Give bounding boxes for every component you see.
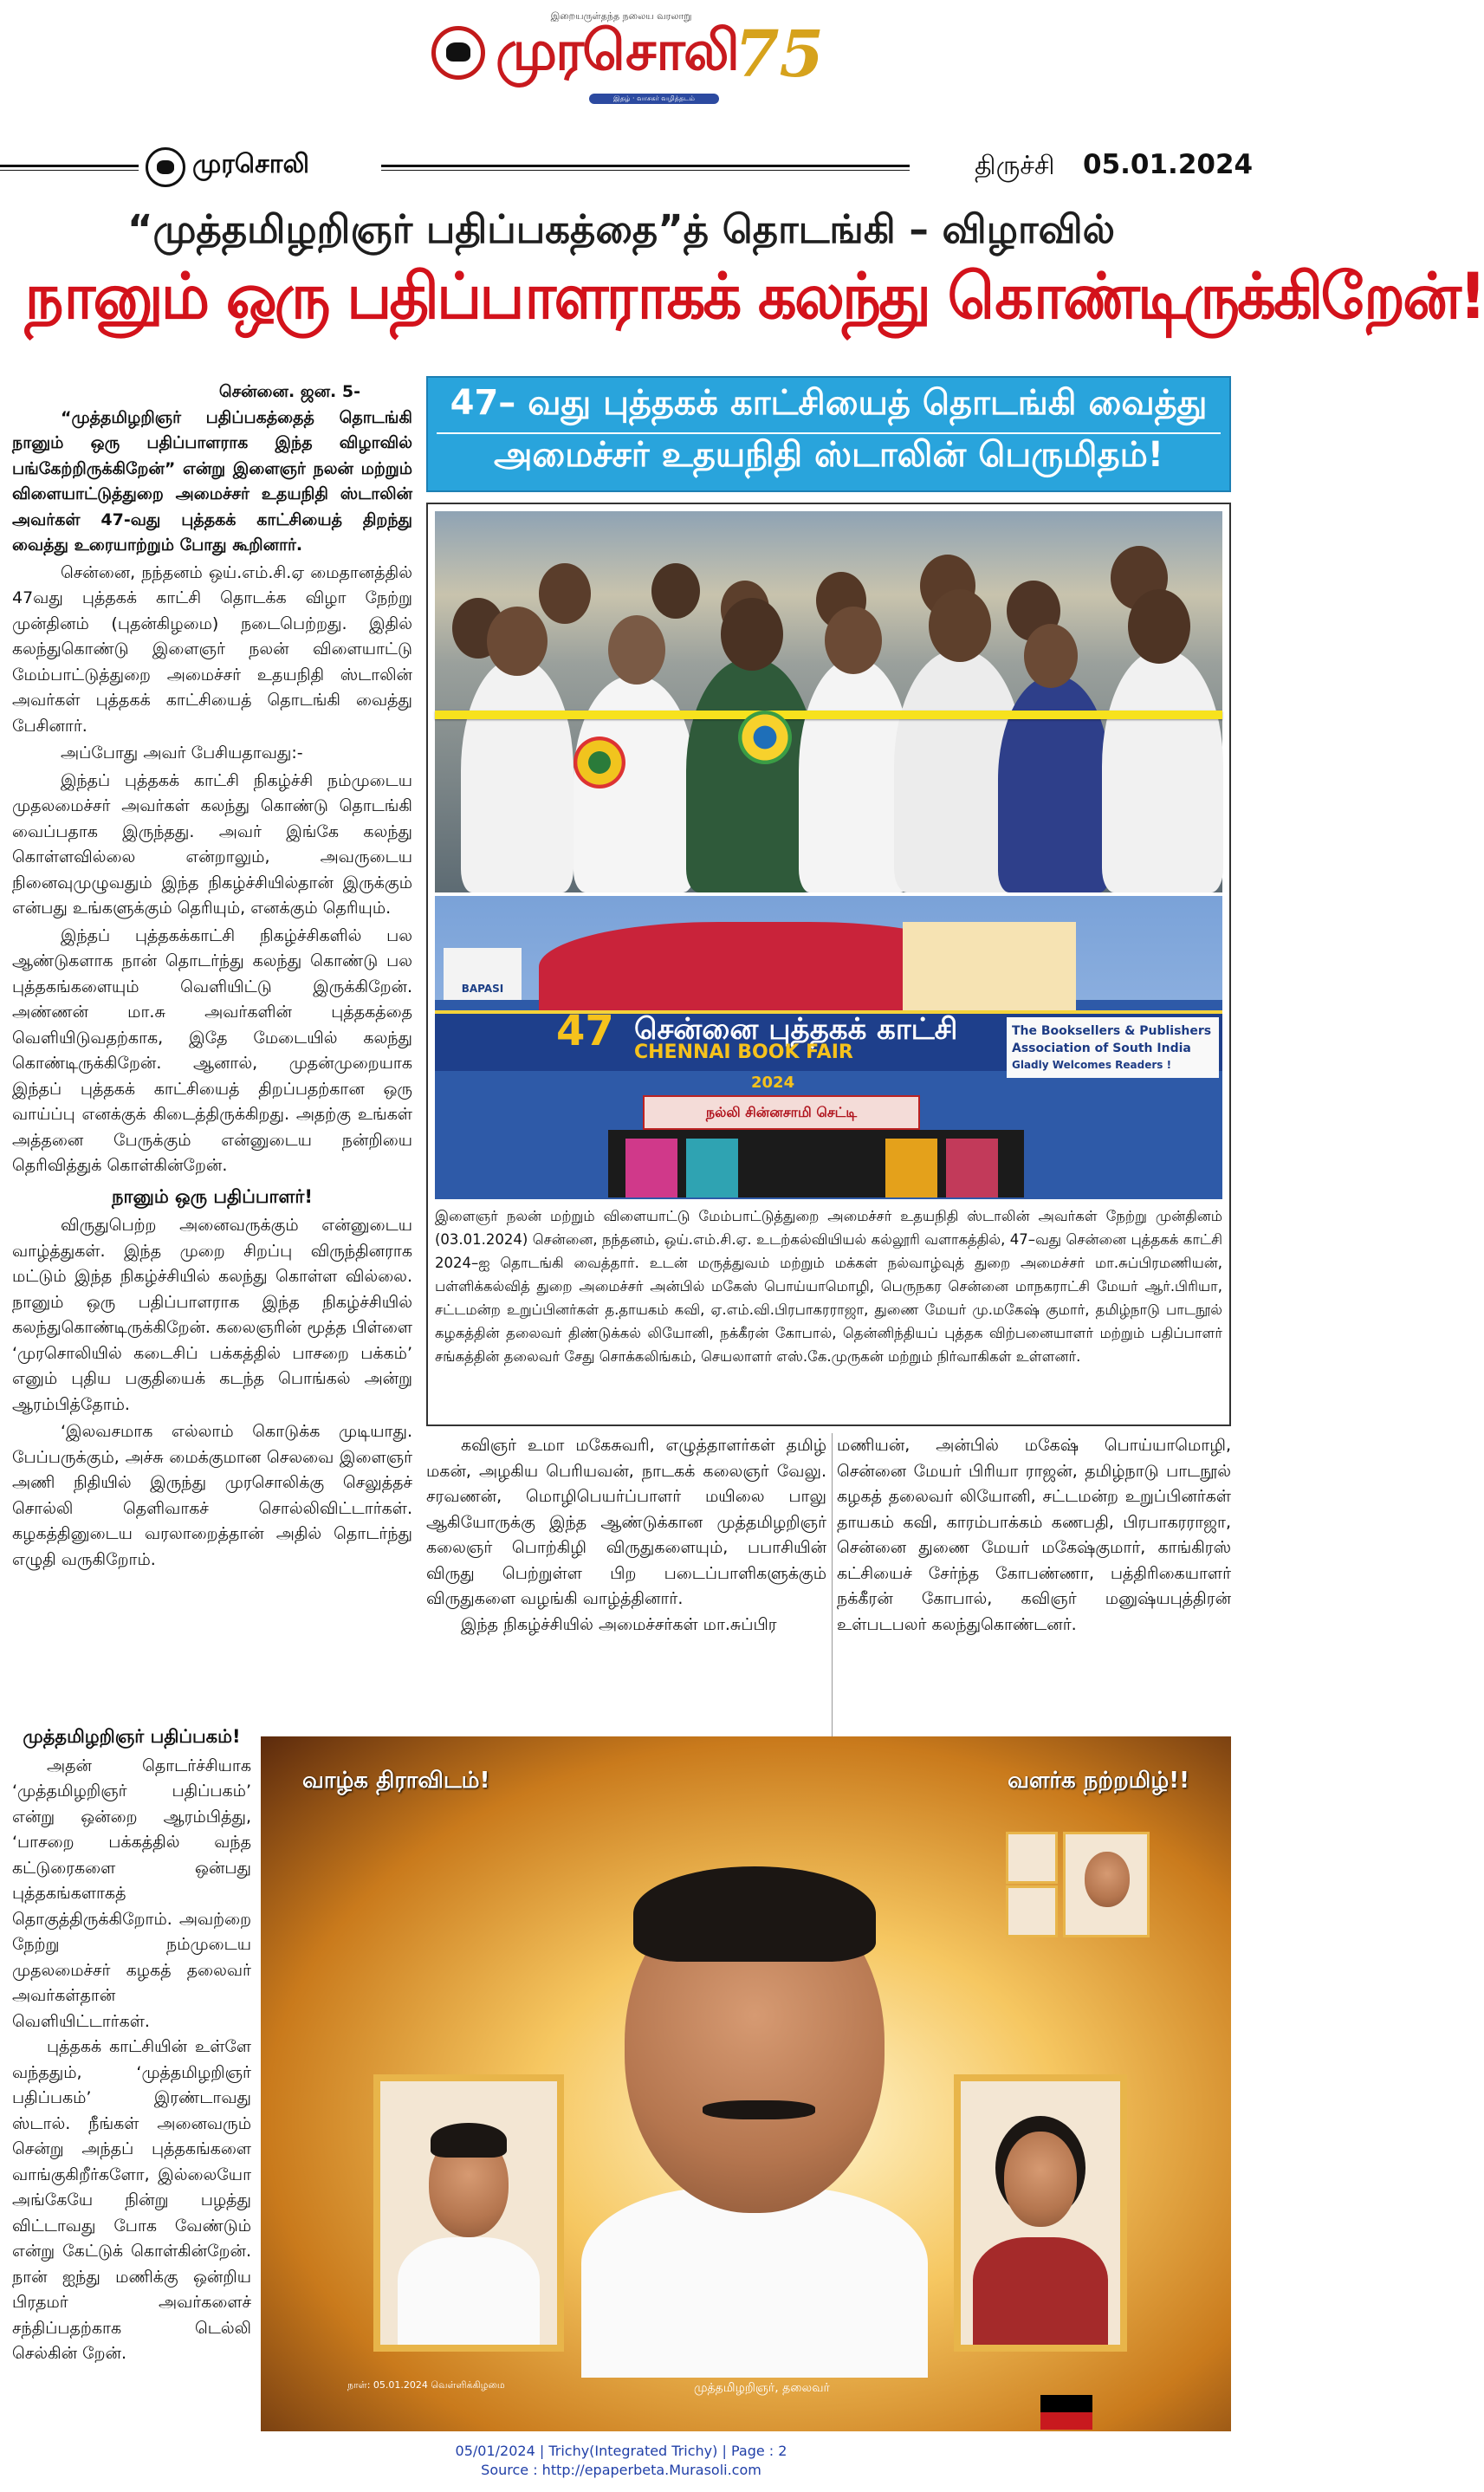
person-blue-saree [998,676,1111,892]
saree-display [686,1139,738,1197]
subheadline-box [426,376,1231,492]
association-sign [1007,1017,1219,1078]
article-column-right [837,1433,1231,1638]
fair-banner-english: CHENNAI BOOK FAIR [634,1042,853,1063]
person-head [721,598,783,671]
subheadline-divider [437,432,1221,434]
article-column-left [12,380,412,1574]
page-footer [0,2442,1242,2480]
footer-source-link[interactable]: Source : http://epaperbeta.Murasoli.com [481,2462,761,2478]
saree-display [625,1139,677,1197]
section-heading: நானும் ஒரு பதிப்பாளர்! [112,1185,313,1207]
sponsor-name: நல்லி சின்னசாமி செட்டி [705,1104,858,1120]
portrait-saree [973,2237,1108,2345]
fair-number: 47 [556,1007,614,1055]
ribbon-cutting-photo[interactable] [435,511,1222,892]
bapasi-sign [444,948,522,1000]
paragraph: ‘இலவசமாக எல்லாம் கொடுக்க முடியாது. பேப்பருக்கும், அச்சு மைக்குமான செலவை இளைஞர் அணி நிதியில் இருந்து முரசொலிக்கு செலுத்தச் சொல்லி தெளிவாகச் சொல்லிவிட்டார்கள். கழகத்தினுடைய வரலாறைத்தான் அதில் தொடர்ந்து எழுதி வருகிறோம். [12,1422,412,1569]
fair-banner-title: சென்னை புத்தகக் காட்சி [634,1012,958,1047]
article-column-middle [426,1433,826,1638]
book-fair-building-photo[interactable] [435,896,1222,1197]
print-note: நாள்: 05.01.2024 வெள்ளிக்கிழமை [347,2379,505,2391]
edition-name: திருச்சி [975,151,1055,181]
leader-portrait [547,1814,954,2369]
masthead [0,0,1242,104]
header-rule [381,170,910,171]
fair-year: 2024 [751,1074,795,1092]
person-white-shirt [461,659,574,892]
bull-emblem-icon [431,26,485,80]
paragraph: சென்னை, நந்தனம் ஒய்.எம்.சி.ஏ மைதானத்தில் 47வது புத்தகக் காட்சி தொடக்க விழா நேற்று முன்தினம் (புதன்கிழமை) நடைபெற்றது. இதில் கலந்துகொண்டு இளைஞர் நலன் விளையாட்டு மேம்பாட்டுத்துறை அமைச்சர் உதயநிதி ஸ்டாலின் அவர்கள் புத்தகக் காட்சியைத் தொடங்கி வைத்து பேசினார். [12,562,412,736]
inset-portrait [1006,1885,1058,1937]
section-heading: முத்தமிழறிஞர் பதிப்பகம்! [23,1726,241,1747]
slogan-left: வாழ்க திராவிடம்! [302,1768,490,1794]
subheadline-line: அமைச்சர் உதயநிதி ஸ்டாலின் பெருமிதம்! [493,435,1164,475]
murasoli-logo[interactable] [424,17,824,102]
leader-poster[interactable] [261,1736,1231,2431]
person-head [1128,589,1190,664]
party-flag-icon [1040,2395,1092,2430]
person-figure [539,563,591,624]
paragraph: புத்தகக் காட்சியின் உள்ளே வந்ததும், ‘முத்தமிழறிஞர் பதிப்பகம்’ இரண்டாவது ஸ்டால். நீங்கள் அனைவரும் சென்று அந்தப் புத்தகங்களை வாங்குகிறீர்களோ, இல்லையோ அங்கேயே நின்று பழத்து விட்டாவது போக வேண்டும் என்று கேட்டுக் கொள்கின்றேன். நான் ஐந்து மணிக்கு ஒன்றிய பிரதமர் அவர்களைச் சந்திப்பதற்காக டெல்லி செல்கின் றேன். [12,2037,251,2363]
portrait-banner [903,922,1076,1017]
logo-text: முரசொலி [496,19,738,83]
paragraph: விருதுபெற்ற அனைவருக்கும் என்னுடைய வாழ்த்துகள். இந்த முறை சிறப்பு விருந்தினராக மட்டும் இந்த நிகழ்ச்சியில் கலந்து கொள்ள வில்லை. நானும் ஒரு பதிப்பாளராக இந்த நிகழ்ச்சியில் கலந்துகொண்டிருக்கிறேன். கலைஞரின் மூத்த பிள்ளை ‘முரசொலியில் கடைசிப் பக்கத்தில் பாசறை பக்கம்’ எனும் புதிய பகுதியைக் கடந்த பொங்கல் அன்று ஆரம்பித்தோம். [12,1216,412,1414]
lead-paragraph: “முத்தமிழறிஞர் பதிப்பகத்தைத் தொடங்கி நானும் ஒரு பதிப்பாளராக இந்த விழாவில் பங்கேற்றிருக்கிறேன்” என்று இளைஞர் நலன் மற்றும் விளையாட்டுத்துறை அமைச்சர் உதயநிதி ஸ்டாலின் அவர்கள் 47-வது புத்தகக் காட்சியைத் திறந்து வைத்து உரையாற்றும் போது கூறினார். [12,407,412,555]
bapasi-label: BAPASI [461,983,504,995]
person-head [825,607,882,674]
photo-frame [426,503,1231,1426]
portrait-face [1085,1852,1130,1907]
dateline: சென்னை. ஜன. 5- [218,382,360,401]
inset-portrait-large [1063,1832,1150,1937]
header-rule [0,165,139,167]
person-head [487,607,548,676]
portrait-shirt [581,2187,928,2378]
person-white-shirt [1102,650,1223,892]
sponsor-sign [643,1095,920,1130]
rosette-icon [738,711,792,764]
slogan-right: வளர்க நற்றமிழ்!! [1008,1768,1189,1794]
side-portrait-right [954,2074,1127,2352]
leader-caption: முத்தமிழறிஞர், தலைவர் [694,2381,830,2395]
logo-subtitle: இதழ் · வாசகர் வழித்தடம் [589,94,719,104]
paragraph: மணியன், அன்பில் மகேஷ் பொய்யாமொழி, சென்னை மேயர் பிரியா ராஜன், தமிழ்நாடு பாடநூல் கழகத் தலைவர் லியோனி, சட்டமன்ற உறுப்பினர்கள் தாயகம் கவி, காரம்பாக்கம் கணபதி, பிரபாகரராஜா, சென்னை துணை மேயர் மகேஷ்குமார், காங்கிரஸ் கட்சியைச் சேர்ந்த கோபண்ணா, பத்திரிகையாளர் நக்கீரன் கோபால், கவிஞர் மனுஷ்யபுத்திரன் உள்படபலர் கலந்துகொண்டனர். [837,1436,1231,1634]
article-headline: நானும் ஒரு பதிப்பாளராகக் கலந்து கொண்டிருக்கிறேன்! [24,260,1484,334]
association-line: Gladly Welcomes Readers ! [1012,1059,1172,1071]
issue-date: 05.01.2024 [1083,149,1254,180]
paragraph: இந்த நிகழ்ச்சியில் அமைச்சர்கள் மா.சுப்பிர [461,1614,777,1634]
portrait-shirt [398,2237,540,2345]
page-header [0,140,1254,192]
yellow-ribbon [435,711,1222,719]
inset-portrait [1006,1832,1058,1884]
association-line: The Booksellers & Publishers [1012,1024,1212,1038]
portrait-mustache [703,2100,815,2119]
saree-display [946,1139,998,1197]
article-kicker: “முத்தமிழறிஞர் பதிப்பகத்தை”த் தொடங்கி – விழாவில் [126,206,1116,252]
side-portrait-left [373,2074,564,2352]
person-head [608,615,665,685]
mini-logo: முரசொலி [192,149,309,179]
article-column-left-lower [12,1724,251,2367]
paragraph: அதன் தொடர்ச்சியாக ‘முத்தமிழறிஞர் பதிப்பகம்’ என்று ஒன்றை ஆரம்பித்து, ‘பாசறை பக்கத்தில் வந்த கட்டுரைகளை ஒன்பது புத்தகங்களாகத் தொகுத்திருக்கிறோம். அவற்றை நேற்று நம்முடைய முதலமைச்சர் கழகத் தலைவர் அவர்கள்தான் வெளியிட்டார்கள். [12,1755,251,2031]
portrait-face [1004,2132,1077,2227]
footer-edition-line: 05/01/2024 | Trichy(Integrated Trichy) | Page : 2 [455,2443,787,2459]
person-green-shirt [686,659,816,892]
rosette-icon [574,737,625,788]
header-rule [381,165,910,167]
saree-display [885,1139,937,1197]
paragraph: கவிஞர் உமா மகேசுவரி, எழுத்தாளர்கள் தமிழ் மகன், அழகிய பெரியவன், நாடகக் கலைஞர் வேலு. சரவணன், மொழிபெயர்ப்பாளர் மயிலை பாலு ஆகியோருக்கு இந்த ஆண்டுக்கான முத்தமிழறிஞர் கலைஞர் பொற்கிழி விருதுகளையும், பபாசியின் விருது பெற்றுள்ள பிற படைப்பாளிகளுக்கும் விருதுகளை வழங்கி வாழ்த்தினார். [426,1436,826,1608]
header-rule [0,170,139,171]
paragraph: அப்போது அவர் பேசியதாவது:- [61,743,303,763]
anniversary-mark: 75 [735,17,824,92]
paragraph: இந்தப் புத்தகக்காட்சி நிகழ்ச்சிகளில் பல ஆண்டுகளாக நான் தொடர்ந்து கலந்து கொண்டு பல புத்தகங்களையும் வெளியிட்டு இருக்கிறேன். அண்ணன் மா.சு அவர்களின் புத்தகத்தை வெளியிடுவதற்காக, இதே மேடையில் கலந்து கொண்டிருக்கிறேன். ஆனால், முதன்முறையாக இந்தப் புத்தகக் காட்சியைத் திறப்பதற்கான ஒரு வாய்ப்பு எனக்குக் கிடைத்திருக்கிறது. அதற்கு உங்கள் அத்தனை பேருக்கும் என்னுடைய நன்றியை தெரிவித்துக் கொள்கின்றேன். [12,925,412,1175]
subheadline-line: 47– வது புத்தகக் காட்சியைத் தொடங்கி வைத்து [450,383,1208,423]
photo-caption: இளைஞர் நலன் மற்றும் விளையாட்டு மேம்பாட்டுத்துறை அமைச்சர் உதயநிதி ஸ்டாலின் அவர்கள் நேற்று முன்தினம் (03.01.2024) சென்னை, நந்தனம், ஒய்.எம்.சி.ஏ. உடற்கல்வியியல் கல்லூரி வளாகத்தில், 47–வது சென்னை புத்தகக் காட்சி 2024–ஐ தொடங்கி வைத்தார். உடன் மருத்துவம் மற்றும் மக்கள் நல்வாழ்வுத் துறை அமைச்சர் மா.சுப்பிரமணியன், பள்ளிக்கல்வித் துறை அமைச்சர் அன்பில் மகேஸ் பொய்யாமொழி, பெருநகர சென்னை மாநகராட்சி மேயர் ஆர்.பிரியா, சட்டமன்ற உறுப்பினர்கள் த.தாயகம் கவி, ஏ.எம்.வி.பிரபாகரராஜா, துணை மேயர் மு.மகேஷ் குமார், தமிழ்நாடு பாடநூல் கழகத்தின் தலைவர் திண்டுக்கல் லியோனி, நக்கீரன் கோபால், தென்னிந்தியப் புத்தக விற்பனையாளர் மற்றும் பதிப்பாளர் சங்கத்தின் தலைவர் சேது சொக்கலிங்கம், செயலாளர் எஸ்.கே.முருகன் மற்றும் நிர்வாகிகள் உள்ளனர். [435,1208,1222,1365]
person-head [1024,624,1078,688]
person-figure [651,563,700,619]
association-line: Association of South India [1012,1042,1191,1055]
mini-bull-icon [146,147,185,187]
masthead-tagline: இறையருள்தந்த நலைய வரலாறு [550,10,692,22]
paragraph: இந்தப் புத்தகக் காட்சி நிகழ்ச்சி நம்முடைய முதலமைச்சர் அவர்கள் கலந்து கொண்டு தொடங்கி வைப்பதாக இருந்தது. அவர் இங்கே கலந்து கொள்ளவில்லை என்றாலும், அவருடைய நினைவுமுழுவதும் இந்த நிகழ்ச்சியில்தான் இருக்கும் என்பது உங்களுக்கும் தெரியும், எனக்கும் தெரியும். [12,770,412,918]
column-divider [832,1433,833,1736]
person-head [929,589,991,662]
portrait-hair [633,1866,876,1962]
portrait-hair [431,2123,507,2158]
